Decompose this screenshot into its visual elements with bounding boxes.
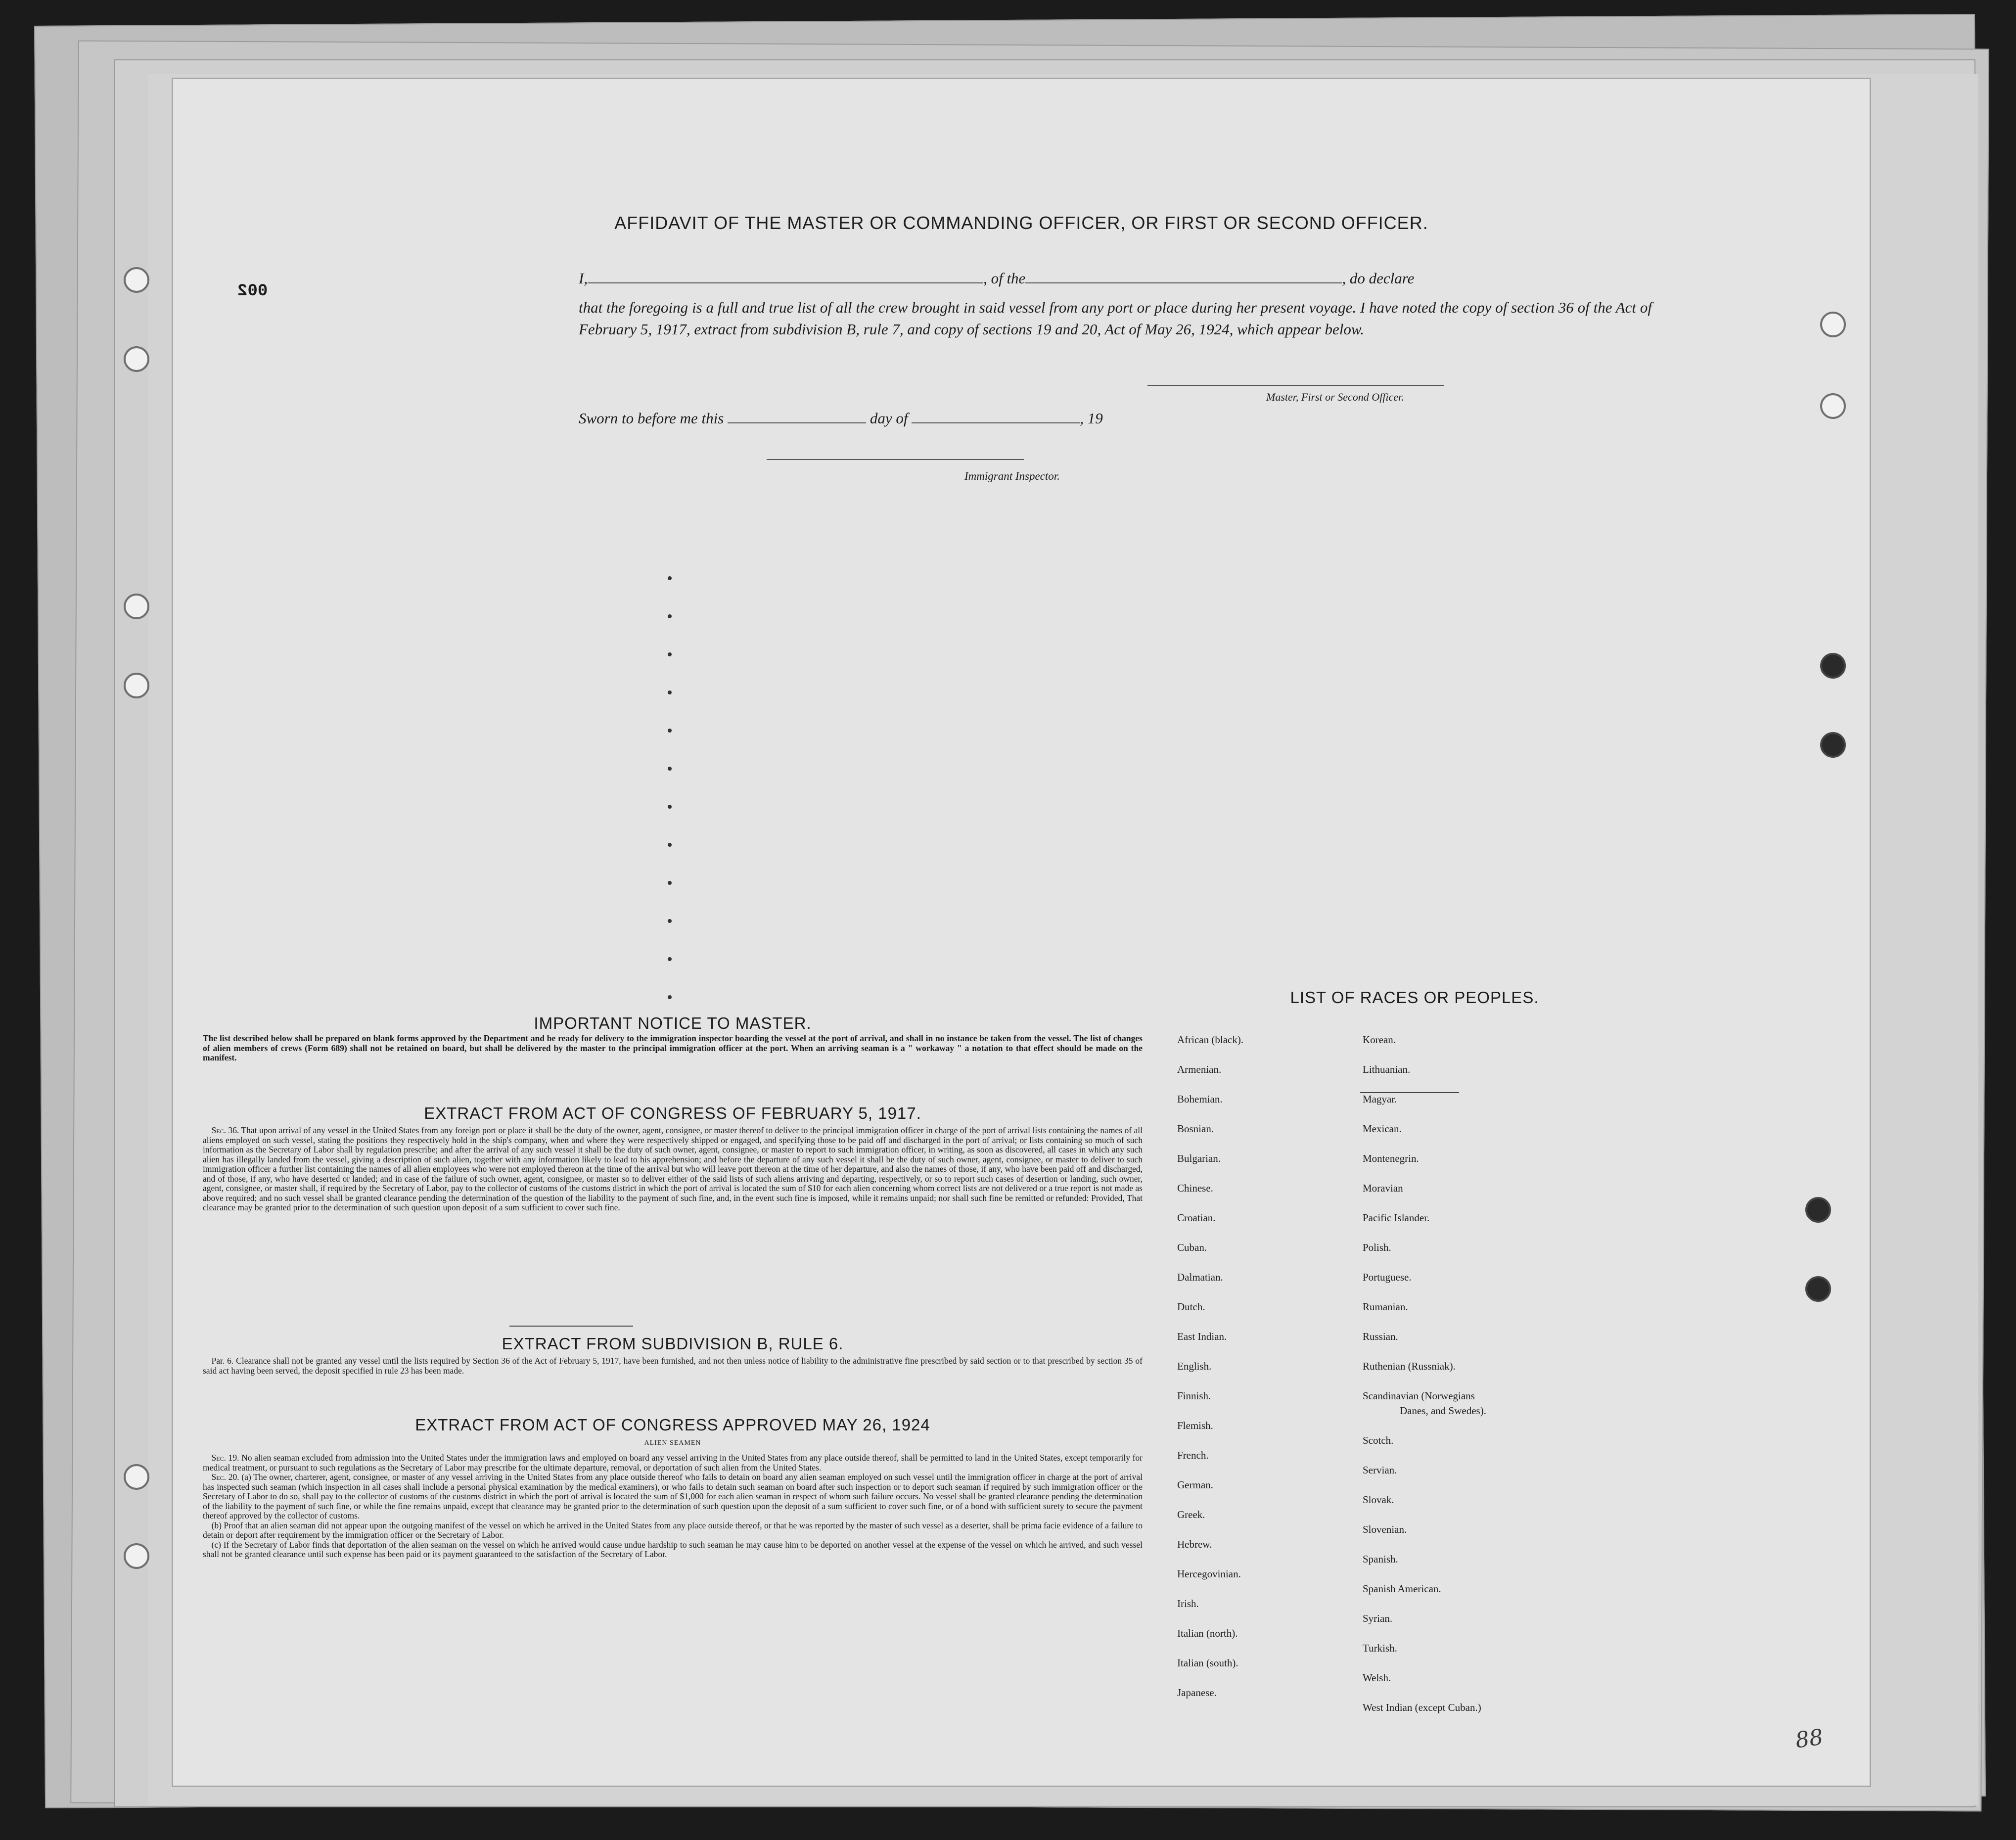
race-item: Bohemian.: [1177, 1093, 1223, 1105]
race-item: Dalmatian.: [1177, 1271, 1223, 1283]
inspector-caption: Immigrant Inspector.: [964, 470, 1060, 482]
race-item: German.: [1177, 1479, 1213, 1491]
race-item: Irish.: [1177, 1598, 1199, 1610]
extract-1917-text: [203, 1126, 1143, 1213]
binder-hole: [124, 673, 149, 698]
extract-1917-title: EXTRACT FROM ACT OF CONGRESS OF FEBRUARY 5, 1917.: [424, 1104, 921, 1122]
race-item: Slovenian.: [1363, 1523, 1407, 1535]
dot-marker: [668, 729, 672, 733]
race-item: Bosnian.: [1177, 1123, 1214, 1135]
affidavit-declare-label: , do declare: [1342, 270, 1415, 287]
sec20b-body: (b) Proof that an alien seaman did not appear upon the outgoing manifest of the vessel on which he arrived in the United States from any place outside thereof, or that he was reported by the master of such vessel as a deserter, shall be prima facie evidence of a failure to detain or deport after requirement by the immigration officer or the Secretary of Labor.: [203, 1520, 1143, 1540]
binder-hole: [1820, 393, 1846, 419]
sec19-label: Sec. 19.: [211, 1453, 239, 1463]
race-item: West Indian (except Cuban.): [1363, 1702, 1481, 1713]
page-number-handwritten: 88: [1793, 1724, 1825, 1753]
race-item: Pacific Islander.: [1363, 1212, 1430, 1224]
extract-1924-text: [203, 1453, 1143, 1560]
race-item: French.: [1177, 1449, 1209, 1461]
notice-title: IMPORTANT NOTICE TO MASTER.: [534, 1014, 812, 1032]
dot-marker: [668, 690, 672, 694]
dot-marker: [668, 767, 672, 771]
sec20-label: Sec. 20.: [211, 1472, 239, 1482]
rule6-body: Par. 6. Clearance shall not be granted any vessel until the lists required by Section 36 of the Act of February 5, 1917, have been furnished, and not then unless notice of liability to the administrative fine prescribed by said section or to that prescribed by section 35 of said act having been served, the deposit specified in rule 23 has been made.: [203, 1356, 1143, 1376]
sworn-month-blank[interactable]: [912, 422, 1080, 423]
race-item: Ruthenian (Russniak).: [1363, 1360, 1456, 1372]
extract-1924-title: EXTRACT FROM ACT OF CONGRESS APPROVED MAY 26, 1924: [415, 1416, 930, 1434]
master-caption: Master, First or Second Officer.: [1266, 391, 1404, 403]
race-item: Turkish.: [1363, 1642, 1397, 1654]
stamp-number: 002: [237, 282, 268, 301]
race-item: English.: [1177, 1360, 1212, 1372]
race-item: Servian.: [1363, 1464, 1397, 1476]
binder-hole: [124, 1543, 149, 1569]
master-signature-line[interactable]: [1147, 385, 1444, 386]
dot-marker: [668, 881, 672, 885]
race-item: Polish.: [1363, 1242, 1391, 1253]
binder-hole: [1805, 1276, 1831, 1302]
dot-marker: [668, 805, 672, 809]
dot-marker: [668, 995, 672, 999]
affidavit-i-label: I,: [579, 270, 588, 287]
binder-hole: [124, 1464, 149, 1490]
extract-rule6-title: EXTRACT FROM SUBDIVISION B, RULE 6.: [502, 1334, 844, 1353]
extract-1924-subtitle: ALIEN SEAMEN: [644, 1439, 701, 1447]
notice-text: The list described below shall be prepared on blank forms approved by the Department and be ready for delivery to the immigration inspector boarding the vessel at the port of arrival, and shall in no instance be taken from the vessel. The list of changes of alien members of crews (Form 689) shall not be retained on board, but shall be delivered by the master to the principal immigration officer at the port. When an arriving seaman is a " workaway " a notation to that effect should be made on the manifest.: [203, 1033, 1143, 1062]
name-blank[interactable]: [588, 282, 983, 283]
binder-hole: [1820, 653, 1846, 679]
race-item: East Indian.: [1177, 1331, 1227, 1342]
vessel-blank[interactable]: [1025, 282, 1342, 283]
sec19-body: No alien seaman excluded from admission into the United States under the immigration laws and employed on board any vessel arriving in the United States from any place outside thereof, shall be permitted to land in the United States, except temporarily for medical treatment, or pursuant to such regulations as the Secretary of Labor may prescribe for the ultimate departure, removal, or deportation of such alien from the United States.: [203, 1453, 1143, 1472]
race-item: Mexican.: [1363, 1123, 1402, 1135]
dot-marker: [668, 652, 672, 656]
race-item: Chinese.: [1177, 1182, 1213, 1194]
affidavit-body: that the foregoing is a full and true list of all the crew brought in said vessel from any port or place during her present voyage. I have noted the copy of section 36 of the Act of February 5, 1917, extract from subdivision B, rule 7, and copy of sections 19 and 20, Act of May 26, 1924, which appear below.: [579, 299, 1652, 338]
race-item: Moravian: [1363, 1182, 1403, 1194]
inspector-signature-line[interactable]: [767, 459, 1024, 460]
race-item: Slovak.: [1363, 1494, 1394, 1506]
race-item: Hebrew.: [1177, 1538, 1212, 1550]
dot-marker: [668, 843, 672, 847]
manifest-reverse-page: [173, 79, 1870, 1786]
binder-hole: [1805, 1197, 1831, 1223]
race-item: Scotch.: [1363, 1434, 1394, 1446]
race-item: Scandinavian (Norwegians: [1363, 1390, 1475, 1402]
race-item: Welsh.: [1363, 1672, 1391, 1684]
sworn-day-label: day of: [870, 410, 908, 427]
race-item: Dutch.: [1177, 1301, 1205, 1313]
race-item: Spanish.: [1363, 1553, 1398, 1565]
dot-marker: [668, 576, 672, 580]
race-item: Lithuanian.: [1363, 1063, 1411, 1075]
binder-hole: [124, 594, 149, 619]
sworn-prefix: Sworn to before me this: [579, 410, 724, 427]
race-item: Finnish.: [1177, 1390, 1211, 1402]
race-item: Magyar.: [1363, 1093, 1397, 1105]
affidavit-title: AFFIDAVIT OF THE MASTER OR COMMANDING OFFICER, OR FIRST OR SECOND OFFICER.: [614, 213, 1428, 233]
binder-hole: [1820, 312, 1846, 337]
race-item: Armenian.: [1177, 1063, 1222, 1075]
sworn-year-label: , 19: [1080, 410, 1103, 427]
extract-rule6-text: [203, 1356, 1143, 1376]
sec20a-body: (a) The owner, charterer, agent, consignee, or master of any vessel arriving in the United States from any place outside thereof who fails to detain on board any alien seaman employed on such vessel until the immigration officer in charge at the port of arrival has inspected such seaman (which inspection in all cases shall include a personal physical examination by the medical examiners), or who fails to detain such seaman on board after such inspection or to deport such seaman if required by such immigration officer or the Secretary of Labor to do so, shall pay to the collector of customs of the customs district in which the port of arrival is located the sum of $1,000 for each alien seaman in respect of whom such failure occurs. No vessel shall be granted clearance pending the determination of the liability to the payment of such fine, or while the fine remains unpaid, except that clearance may be granted prior to the determination of such question upon the deposit of a sum sufficient to cover such fine, or of a bond with sufficient surety to secure the payment thereof approved by the collector of customs.: [203, 1472, 1143, 1520]
binder-hole: [124, 267, 149, 293]
sec20c-body: (c) If the Secretary of Labor finds that deportation of the alien seaman on the vessel on which he arrived would cause undue hardship to such seaman he may cause him to be deported on another vessel at the expense of the vessel on which he arrived, and such vessel shall not be granted clearance until such expense has been paid or its payment guaranteed to the satisfaction of the Secretary of Labor.: [203, 1539, 1143, 1559]
sworn-day-blank[interactable]: [728, 422, 866, 423]
sec36-body: That upon arrival of any vessel in the United States from any foreign port or place it shall be the duty of the owner, agent, consignee, or master thereof to deliver to the principal immigration officer in charge of the port of arrival lists containing the names of all aliens employed on such vessel, stating the positions they respectively hold in the ship's company, when and where they were respectively shipped or engaged, and specifying those to be paid off and discharged in the port of arrival; or lists containing so much of such information as the Secretary of Labor shall by regulation prescribe; and after the arrival of any such vessel it shall be the duty of such owner, agent, consignee, or master to report to such immigration officer, in writing, as soon as discovered, all cases in which any such alien has illegally landed from the vessel, giving a description of such alien, together with any information likely to lead to his apprehension; and before the departure of any such vessel it shall be the duty of such owner, agent, consignee, or master to deliver to such immigration officer a further list containing the names of all alien employees who were not employed thereon at the time of the arrival but who will leave port thereon at the time of her departure, and also the names of those, if any, who have been paid off and discharged, and of those, if any, who have deserted or landed; and in case of the failure of such owner, agent, consignee, or master so to deliver either of the said lists of such aliens arriving and departing, respectively, or so to report such cases of desertion or landing, such owner, agent, consignee, or master shall, if required by the Secretary of Labor, pay to the collector of customs of the customs district in which the port of arrival is located the sum of $10 for each alien concerning whom correct lists are not delivered or a true report is not made as above required; and no such vessel shall be granted clearance pending the determination of the question of the liability to the payment of such fine, and, in the event such fine is imposed, while it remains unpaid; nor shall such fine be remitted or refunded: Provided, That clearance may be granted prior to the determination of such question upon deposit of a sum sufficient to cover such fine.: [203, 1125, 1143, 1212]
race-item: Spanish American.: [1363, 1583, 1441, 1595]
binder-hole: [124, 346, 149, 372]
race-item: Portuguese.: [1363, 1271, 1412, 1283]
divider: [509, 1326, 633, 1327]
dot-marker: [668, 919, 672, 923]
race-item: Korean.: [1363, 1034, 1396, 1046]
races-title: LIST OF RACES OR PEOPLES.: [1290, 988, 1539, 1007]
race-item: Italian (south).: [1177, 1657, 1238, 1669]
race-item: Flemish.: [1177, 1420, 1213, 1431]
race-item: Croatian.: [1177, 1212, 1216, 1224]
affidavit-of-the-label: , of the: [983, 270, 1026, 287]
sworn-line: [579, 410, 1103, 427]
race-item: Bulgarian.: [1177, 1152, 1221, 1164]
race-item: Danes, and Swedes).: [1400, 1405, 1486, 1417]
race-item: Japanese.: [1177, 1687, 1217, 1699]
binder-hole: [1820, 732, 1846, 758]
race-item: Syrian.: [1363, 1612, 1393, 1624]
race-item: Rumanian.: [1363, 1301, 1408, 1313]
affidavit-declaration-line: [579, 270, 1414, 287]
race-item: Greek.: [1177, 1509, 1205, 1520]
dot-marker: [668, 957, 672, 961]
dot-marker: [668, 614, 672, 618]
race-item: Montenegrin.: [1363, 1152, 1419, 1164]
race-item: Cuban.: [1177, 1242, 1207, 1253]
race-item: Italian (north).: [1177, 1627, 1238, 1639]
race-item: Hercegovinian.: [1177, 1568, 1241, 1580]
sec36-label: Sec. 36.: [211, 1125, 239, 1135]
race-item: Russian.: [1363, 1331, 1398, 1342]
race-item: African (black).: [1177, 1034, 1244, 1046]
